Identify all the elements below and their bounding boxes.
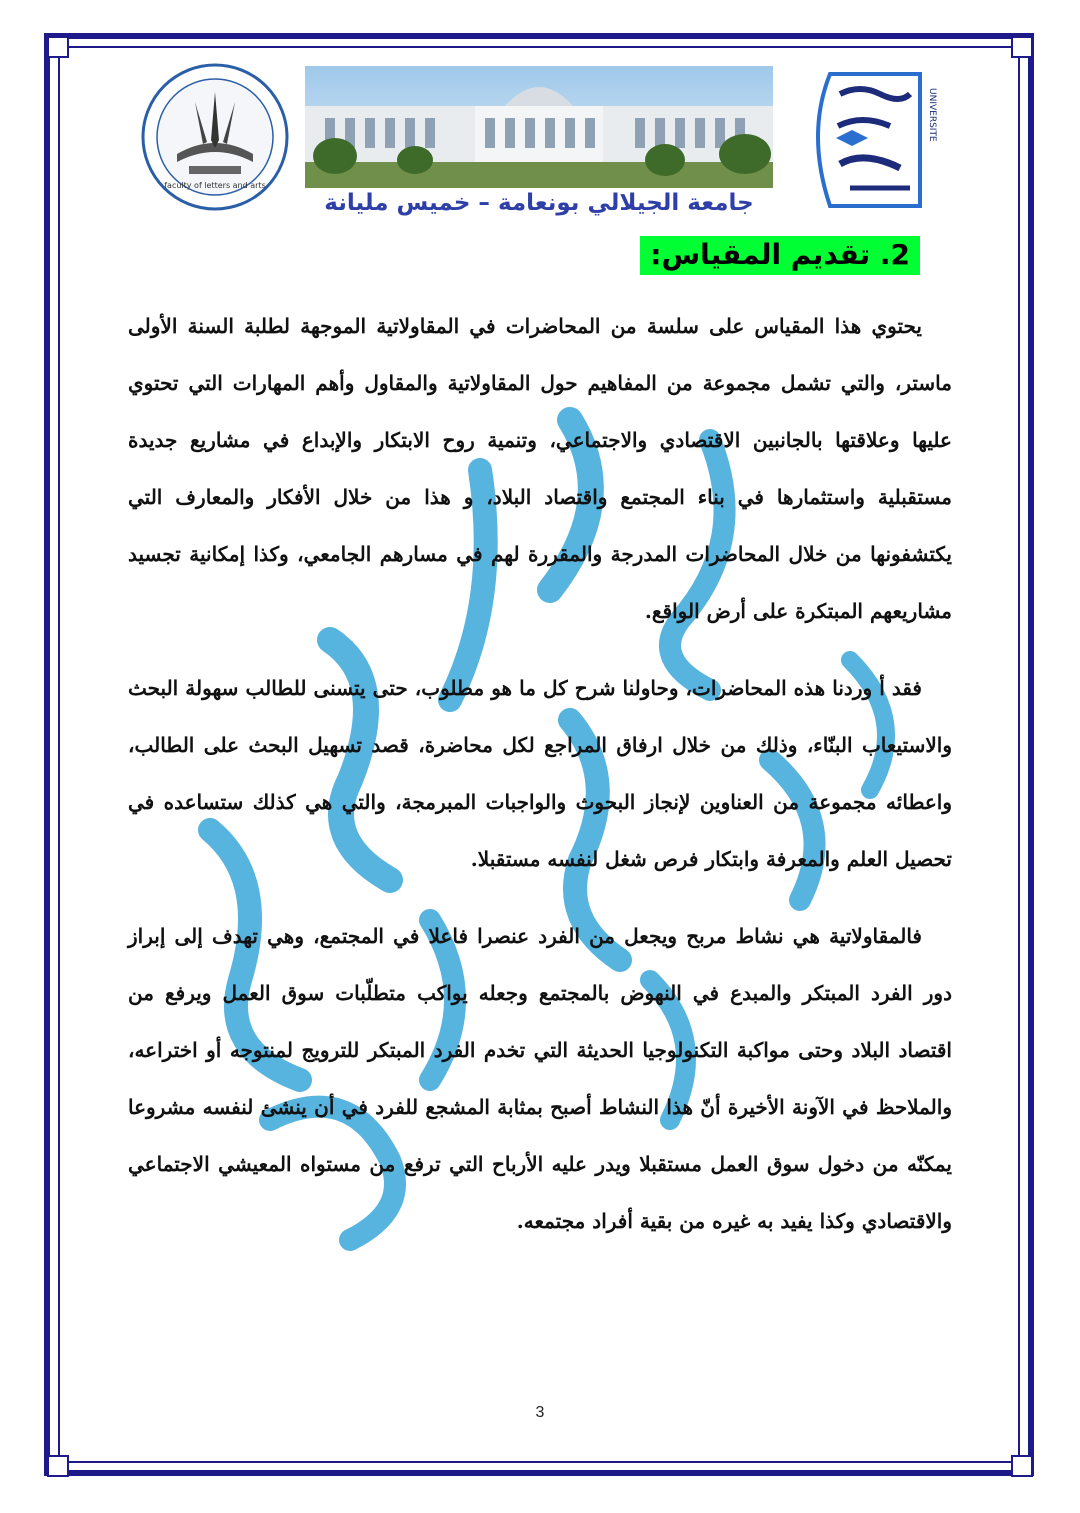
border-corner-ornament [47,36,69,58]
paragraph: فالمقاولاتية هي نشاط مربح ويجعل من الفرد عنصرا فاعلا في المجتمع، وهي تهدف إلى إبراز دور الفرد المبتكر والمبدع في النهوض بالمجتمع وجعله يواكب متطلّبات سوق العمل ويرفع من اقتصاد البلاد وحتى مواكبة التكنولوجيا الحديثة التي تخدم الفرد المبتكر للترويج لمنتوجه أو اختراعه، والملاحظ في الآونة الأخيرة أنّ هذا النشاط أصبح بمثابة المشجع للفرد في أن ينشئ لنفسه مشروعا يمكنّه من دخول سوق العمل مستقبلا ويدر عليه الأرباح التي ترفع من مستواه المعيشي الاجتماعي والاقتصادي وكذا يفيد به غيره من بقية أفراد مجتمعه. [128,924,952,1233]
module-introduction-text [128,298,952,1270]
border-corner-ornament [1011,36,1033,58]
university-building-photo [305,66,773,188]
page-number: 3 [535,1404,545,1421]
svg-text:faculty of letters and arts: faculty of letters and arts [164,181,266,190]
university-name-caption: جامعة الجيلالي بونعامة – خميس مليانة [324,190,754,216]
border-corner-ornament [47,1455,69,1477]
svg-text:UNIVERSITE: UNIVERSITE [927,88,937,142]
faculty-logo [137,62,293,212]
section-title: 2. تقديم المقياس: [640,236,920,275]
paragraph: يحتوي هذا المقياس على سلسة من المحاضرات في المقاولاتية الموجهة لطلبة السنة الأولى ماستر، والتي تشمل مجموعة من المفاهيم حول المقاولاتية والمقاول وأهم المهارات التي تحتوي عليها وعلاقتها بالجانبين الاقتصادي والاجتماعي، وتنمية روح الابتكار والإبداع في مشاريع جديدة مستقبلية واستثمارها في بناء المجتمع واقتصاد البلاد، و هذا من خلال الأفكار والمعارف التي يكتشفونها من خلال المحاضرات المدرجة والمقررة لهم في مسارهم الجامعي، وكذا إمكانية تجسيد مشاريعهم المبتكرة على أرض الواقع. [128,314,952,623]
border-corner-ornament [1011,1455,1033,1477]
paragraph: فقد أ وردنا هذه المحاضرات، وحاولنا شرح كل ما هو مطلوب، حتى يتسنى للطالب سهولة البحث والاستيعاب البنّاء، وذلك من خلال ارفاق المراجع لكل محاضرة، قصد تسهيل البحث على الطالب، واعطائه مجموعة من العناوين لإنجاز البحوث والواجبات المبرمجة، والتي هي كذلك ستساعده في تحصيل العلم والمعرفة وابتكار فرص شغل لنفسه مستقبلا. [128,676,952,871]
university-logo [800,64,946,216]
